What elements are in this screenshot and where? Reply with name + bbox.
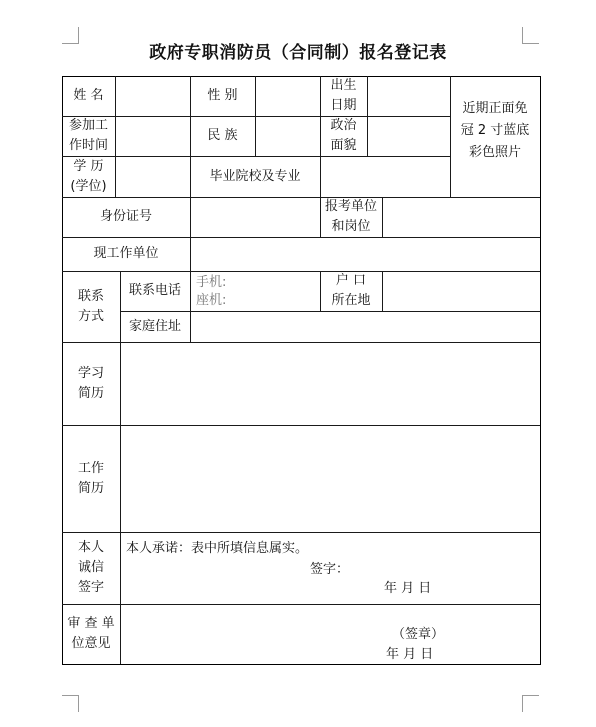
work-start-label: 参加工 作时间: [68, 118, 108, 153]
gender-label: 性 别: [207, 88, 238, 103]
school-major-label: 毕业院校及专业: [209, 168, 301, 184]
name-label: 姓 名: [73, 88, 104, 103]
review-opinion-label: 审 查 单 位意见: [67, 616, 115, 651]
mobile-label: 手机:: [196, 275, 227, 290]
home-address-label: 家庭住址: [128, 318, 181, 334]
id-number-label: 身份证号: [99, 209, 152, 224]
seal-label: （签章）: [392, 627, 445, 642]
photo-placeholder: 近期正面免 冠 2 寸蓝底 彩色照片: [460, 101, 530, 160]
pledge-text: 本人承诺：表中所填信息属实。: [126, 541, 309, 556]
work-history-label: 工作 简历: [77, 460, 104, 496]
education-label: 学 历 (学位): [70, 158, 107, 194]
hukou-label: 户 口 所在地: [331, 273, 371, 308]
applied-unit-label: 报考单位 和岗位: [324, 199, 377, 234]
pledge-date: 年 月 日: [384, 581, 432, 596]
form-title: 政府专职消防员（合同制）报名登记表: [149, 43, 447, 63]
review-date: 年 月 日: [386, 647, 434, 662]
pledge-signature-label: 本人 诚信 签字: [77, 540, 104, 595]
study-history-label: 学习 简历: [77, 365, 104, 401]
current-employer-label: 现工作单位: [93, 246, 159, 261]
landline-label: 座机:: [196, 293, 227, 308]
signature-label: 签字：: [310, 562, 350, 577]
ethnicity-label: 民 族: [207, 128, 238, 143]
contact-method-label: 联系 方式: [77, 288, 104, 324]
birth-date-label: 出生 日期: [330, 78, 357, 113]
political-status-label: 政治 面貌: [330, 118, 357, 153]
contact-phone-label: 联系电话: [128, 283, 181, 298]
